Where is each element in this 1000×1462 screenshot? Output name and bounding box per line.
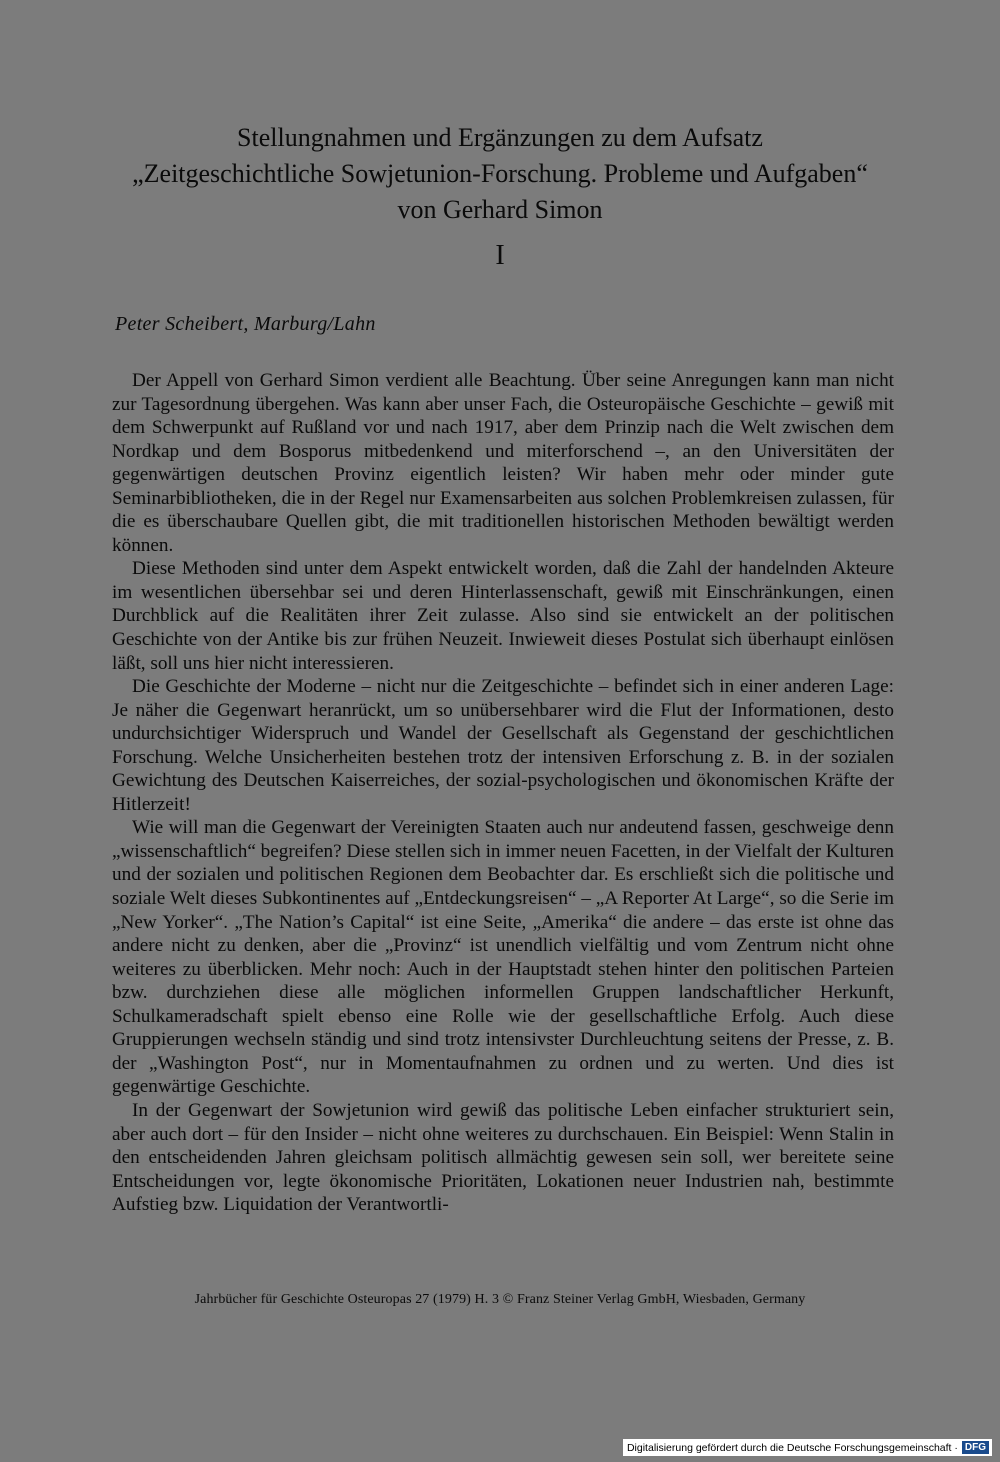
title-line-3: von Gerhard Simon — [397, 195, 603, 224]
author-byline: Peter Scheibert, Marburg/Lahn — [115, 313, 376, 335]
credit-text: Digitalisierung gefördert durch die Deutsche Forschungsgemeinschaft · — [626, 1441, 958, 1454]
digitization-credit — [623, 1439, 992, 1456]
paragraph: Wie will man die Gegenwart der Vereinigten Staaten auch nur andeutend fassen, geschweige denn „wissenschaftlich“ begreifen? Diese stellen sich in immer neuen Facetten, in der Vielfalt der Kulturen und der sozialen und politischen Regionen dem Beobachter dar. Es erschließt sich die politische und soziale Welt dieses Subkontinentes auf „Entdeckungsreisen“ – „A Reporter At Large“, so die Serie im „New Yorker“. „The Nation’s Capital“ ist eine Seite, „Amerika“ die andere – das erste ist ohne das andere nicht zu denken, aber die „Provinz“ ist unendlich vielfältig und vom Zentrum nicht ohne weiteres zu überblicken. Mehr noch: Auch in der Hauptstadt stehen hinter den politischen Parteien bzw. durchziehen diese alle möglichen informellen Gruppen landschaftlicher Herkunft, Schulkameradschaft spielt ebenso eine Rolle wie der gesellschaftliche Erfolg. Auch diese Gruppierungen wechseln ständig und sind trotz intensivster Durchleuchtung seitens der Presse, z. B. der „Washington Post“, nur in Momentaufnahmen zu ordnen und zu werten. Und dies ist gegenwärtige Geschichte. — [112, 817, 894, 1098]
paragraph: Diese Methoden sind unter dem Aspekt entwickelt worden, daß die Zahl der handelnden Akteure im wesentlichen übersehbar sei und deren Hinterlassenschaft, gewiß mit Einschränkungen, einen Durchblick auf die Realitäten ihrer Zeit zulasse. Also sind sie entwickelt an der politischen Geschichte von der Antike bis zur frühen Neuzeit. Inwieweit dieses Postulat sich überhaupt einlösen läßt, soll uns hier nicht interessieren. — [112, 558, 894, 674]
paragraph: Die Geschichte der Moderne – nicht nur die Zeitgeschichte – befindet sich in einer anderen Lage: Je näher die Gegenwart heranrückt, um so unübersehbarer wird die Flut der Informationen, desto undurchsichtiger Widerspruch und Wandel der Gesellschaft als Gegenstand der geschichtlichen Forschung. Welche Unsicherheiten bestehen trotz der intensiven Erforschung z. B. in der sozialen Gewichtung des Deutschen Kaiserreiches, der sozial-psychologischen und ökonomischen Kräfte der Hitlerzeit! — [112, 676, 894, 815]
title-line-2: „Zeitgeschichtliche Sowjetunion-Forschung. Probleme und Aufgaben“ — [132, 159, 868, 188]
title-line-1: Stellungnahmen und Ergänzungen zu dem Aufsatz — [237, 123, 763, 152]
paragraph: Der Appell von Gerhard Simon verdient alle Beachtung. Über seine Anregungen kann man nicht zur Tagesordnung übergehen. Was kann aber unser Fach, die Osteuropäische Geschichte – gewiß mit dem Schwerpunkt auf Rußland vor und nach 1917, aber dem Prinzip nach die Welt zwischen dem Nordkap und dem Bosporus mitbedenkend und miterforschend –, an den Universitäten der gegenwärtigen deutschen Provinz eigentlich leisten? Wir haben mehr oder minder gute Seminarbibliotheken, die in der Regel nur Examensarbeiten aus solchen Problemkreisen zulassen, für die es überschaubare Quellen gibt, die mit traditionellen historischen Methoden bewältigt werden können. — [112, 370, 894, 556]
article-body — [112, 369, 894, 1217]
paragraph: In der Gegenwart der Sowjetunion wird gewiß das politische Leben einfacher strukturiert sein, aber auch dort – für den Insider – nicht ohne weiteres zu durchschauen. Ein Beispiel: Wenn Stalin in den entscheidenden Jahren gleichsam politisch allmächtig gewesen sein soll, wer bereitete seine Entscheidungen vor, legte ökonomische Prioritäten, Lokationen neuer Industrien nah, bestimmte Aufstieg bzw. Liquidation der Verantwortli- — [112, 1099, 894, 1216]
section-numeral: I — [495, 240, 505, 271]
dfg-logo: DFG — [962, 1441, 989, 1454]
journal-footer: Jahrbücher für Geschichte Osteuropas 27 (1979) H. 3 © Franz Steiner Verlag GmbH, Wiesbaden, Germany — [194, 1292, 806, 1307]
